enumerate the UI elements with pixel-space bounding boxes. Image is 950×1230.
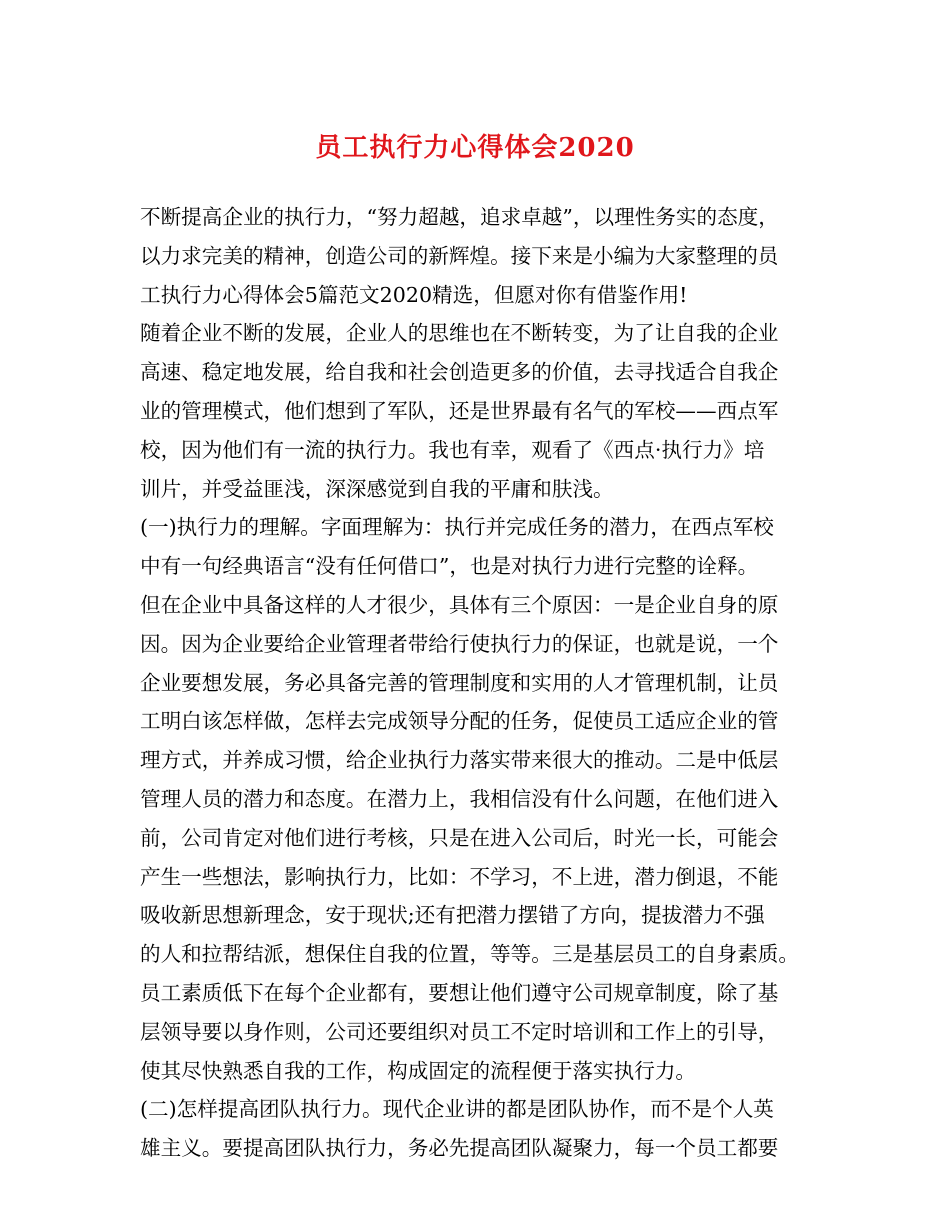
text-line: (二)怎样提高团队执行力。现代企业讲的都是团队协作，而不是个人英 [140,1097,774,1122]
text-line: 员工素质低下在每个企业都有，要想让他们遵守公司规章制度，除了基 [140,980,779,1005]
text-line: 随着企业不断的发展，企业人的思维也在不断转变，为了让自我的企业 [140,321,779,346]
text-line: 不断提高企业的执行力，“努力超越，追求卓越”，以理性务实的态度， [140,205,779,229]
text-line: 使其尽快熟悉自我的工作，构成固定的流程便于落实执行力。 [140,1058,697,1083]
text-line: 理方式，并养成习惯，给企业执行力落实带来很大的推动。二是中低层 [140,748,779,773]
text-line: 的人和拉帮结派，想保住自我的位置，等等。三是基层员工的自身素质。 [140,942,799,967]
text-line: 工明白该怎样做，怎样去完成领导分配的任务，促使员工适应企业的管 [140,709,779,734]
text-line: 吸收新思想新理念，安于现状;还有把潜力摆错了方向，提拔潜力不强 [140,903,765,928]
text-line: 工执行力心得体会5篇范文2020精选，但愿对你有借鉴作用! [140,282,688,307]
text-line: 产生一些想法，影响执行力，比如：不学习，不上进，潜力倒退，不能 [140,864,779,889]
text-line: 校，因为他们有一流的执行力。我也有幸，观看了《西点·执行力》培 [140,437,765,462]
text-line: 但在企业中具备这样的人才很少，具体有三个原因：一是企业自身的原 [140,592,779,617]
text-line: 高速、稳定地发展，给自我和社会创造更多的价值，去寻找适合自我企 [140,360,779,385]
document-title: 员工执行力心得体会2020 [315,133,635,163]
text-line: 企业要想发展，务必具备完善的管理制度和实用的人才管理机制，让员 [140,670,779,695]
text-line: (一)执行力的理解。字面理解为：执行并完成任务的潜力，在西点军校 [140,515,774,540]
text-line: 管理人员的潜力和态度。在潜力上，我相信没有什么问题，在他们进入 [140,786,779,811]
text-line: 因。因为企业要给企业管理者带给行使执行力的保证，也就是说，一个 [140,631,779,656]
text-line: 业的管理模式，他们想到了军队，还是世界最有名气的军校——西点军 [140,398,779,423]
text-line: 前，公司肯定对他们进行考核，只是在进入公司后，时光一长，可能会 [140,825,779,850]
text-line: 中有一句经典语言“没有任何借口”，也是对执行力进行完整的诠释。 [140,554,759,579]
text-line: 以力求完美的精神，创造公司的新辉煌。接下来是小编为大家整理的员 [140,243,779,268]
text-line: 雄主义。要提高团队执行力，务必先提高团队凝聚力，每一个员工都要 [140,1136,779,1161]
text-line: 训片，并受益匪浅，深深感觉到自我的平庸和肤浅。 [140,476,614,501]
text-line: 层领导要以身作则，公司还要组织对员工不定时培训和工作上的引导， [140,1019,779,1044]
document-body [140,198,830,1168]
